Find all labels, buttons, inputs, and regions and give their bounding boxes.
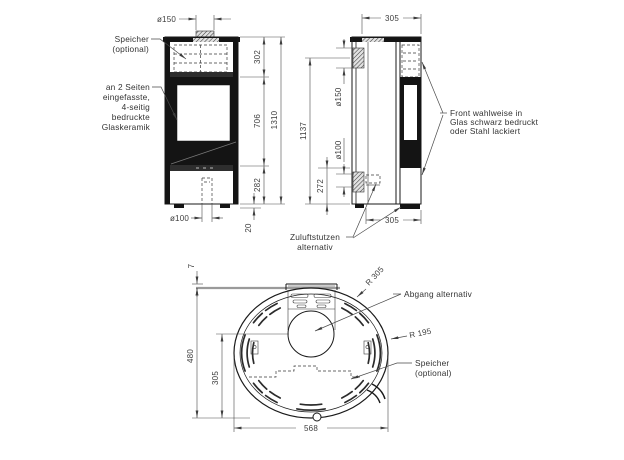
top-knob [313,413,321,421]
top-radius-outer-text: R 305 [363,264,386,288]
side-top-lid [350,37,421,42]
front-dims-right [240,37,285,233]
front-glass-label-4: bedruckte [111,112,150,122]
side-dim-air-dia [334,138,354,197]
side-front-column [400,45,421,168]
side-dim-flue-height-text: 1137 [299,121,308,141]
side-zuluft-label [290,184,401,252]
top-speicher-label-2: (optional) [415,368,452,378]
front-right-foot [220,204,230,208]
front-air-dia-text: ø100 [169,214,189,223]
front-left-bar [165,42,170,204]
front-view [102,15,285,233]
front-glass-label-2: eingefasste, [102,92,150,102]
front-door-strip [170,165,233,171]
front-speicher-label-2: (optional) [112,44,149,54]
top-radius-outer [357,265,386,297]
side-air-dia-text: ø100 [334,140,343,160]
side-zuluft-label-1: Zuluftstutzen [289,232,341,242]
front-dim-foot: 20 [244,223,253,233]
front-glass-label-3: 4-seitig [121,102,150,112]
side-view [290,14,539,252]
front-shelf [170,72,233,77]
front-dim-base: 282 [253,178,262,192]
front-glass-label-5: Glaskeramik [101,122,150,132]
front-flue-dia-text: ø150 [156,15,176,24]
front-dim-firebox: 706 [253,114,262,128]
front-dim-storage: 302 [253,50,262,64]
side-dim-flue-dia [334,39,354,107]
side-rear-foot [355,204,364,208]
front-right-bar [233,42,238,204]
side-air-stub [353,172,364,192]
top-view [186,263,473,433]
top-abgang-text: Abgang alternativ [404,289,472,299]
top-flue-opening [288,311,334,357]
side-front-label [422,62,539,175]
side-front-label-3: oder Stahl lackiert [450,126,521,136]
side-lid-hatch [362,38,384,42]
top-dim-center-text: 305 [211,371,220,385]
top-radius-inner-text: R 195 [408,326,433,340]
side-dim-air-height-text: 272 [316,179,325,193]
side-dim-depth-top-text: 305 [385,14,399,23]
front-dim-flue [157,15,231,30]
side-front-foot [400,204,420,209]
top-dim-wall-gap-text: 7 [187,263,196,269]
top-dim-width-text: 568 [304,424,318,433]
top-radius-inner [391,326,433,340]
front-glass-label-1: an 2 Seiten [105,82,150,92]
front-air-stub-hidden [202,178,212,204]
front-dim-total: 1310 [270,110,279,130]
front-speicher-label-1: Speicher [114,34,149,44]
side-front-label-1: Front wahlweise in [450,108,523,118]
side-dim-depth-top [362,14,421,34]
top-dim-wall-gap [187,263,203,297]
front-lid-hatch [193,38,219,42]
front-left-foot [174,204,184,208]
top-speicher-label-1: Speicher [415,358,450,368]
side-dim-depth-bottom-text: 305 [385,216,399,225]
side-zuluft-label-2: alternativ [297,242,333,252]
front-glass-window [177,85,230,141]
side-dim-depth-bottom [366,208,421,225]
front-flue-stub [196,31,214,37]
side-front-label-2: Glas schwarz bedruckt [450,117,539,127]
top-dim-depth-text: 480 [186,349,195,363]
side-flue-stub [353,48,364,68]
front-speicher-compartment [174,45,227,72]
side-dim-air-height [316,157,350,215]
side-flue-dia-text: ø150 [334,87,343,107]
